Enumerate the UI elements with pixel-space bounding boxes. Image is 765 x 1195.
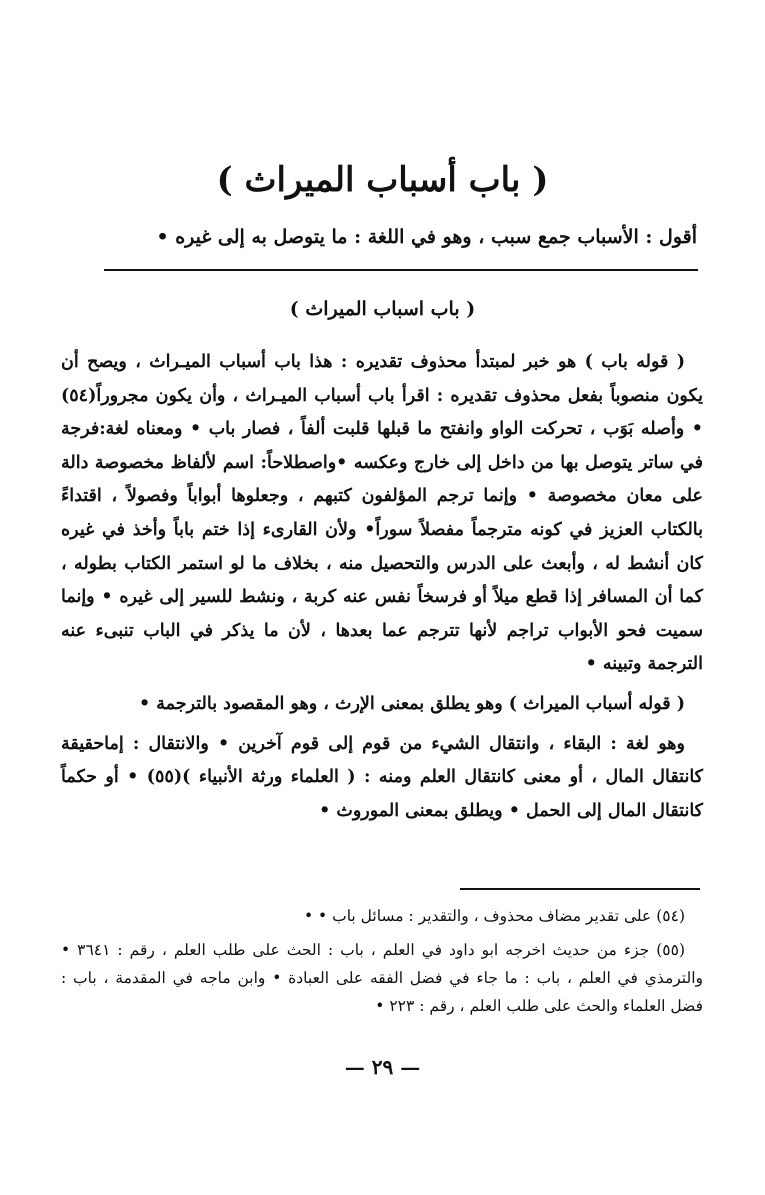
chapter-title: ( باب أسباب الميراث ) <box>216 160 549 200</box>
paragraph: ( قوله باب ) هو خبر لمبتدأ محذوف تقديره : هذا باب أسباب الميـراث ، ويصح أن يكون منصوباً بفعل محذوف تقديره : اقرأ باب أسباب الميـراث ، وأن يكون مجروراً(٥٤) • وأصله بَوَب ، تحركت الواو وانفتح ما قبلها قلبت ألفاً ، فصار باب • ومعناه لغة:فرجة في ساتر يتوصل بها من داخل إلى خارج وعكسه •واصطلاحاً: اسم لألفاظ مخصوصة دالة على معان مخصوصة • وإنما ترجم المؤلفون كتبهم ، وجعلوها أبواباً وفصولاً ، اقتداءً بالكتاب العزيز في كونه مترجماً مفصلاً سوراً• ولأن القارىء إذا ختم باباً وأخذ في غيره كان أنشط له ، وأبعث على الدرس والتحصيل منه ، بخلاف ما لو استمر الكتاب بطوله ، كما أن المسافر إذا قطع ميلاً أو فرسخاً نفس عنه كربة ، ونشط للسير إلى غيره • وإنما سميت فحو الأبواب تراجم لأنها تترجم عما بعدها ، لأن ما يذكر في الباب تنبىء عنه الترجمة وتبينه • <box>61 352 703 675</box>
footnote-divider <box>460 888 700 890</box>
footnote: (٥٥) جزء من حديث اخرجه ابو داود في العلم ، باب : الحث على طلب العلم ، رقم : ٣٦٤١ • والترمذي في العلم ، باب : ما جاء في فضل الفقه على العبادة • وابن ماجه في المقدمة ، باب : فضل العلماء والحث على طلب العلم ، رقم : ٢٢٣ • <box>61 941 703 1015</box>
main-divider <box>104 269 698 271</box>
paragraph: ( قوله أسباب الميراث ) وهو يطلق بمعنى الإرث ، وهو المقصود بالترجمة • <box>139 693 685 714</box>
commentary-title: ( باب اسباب الميراث ) <box>289 298 476 320</box>
footnotes <box>61 902 703 1026</box>
page-number: — ٢٩ — <box>344 1055 421 1079</box>
commentary-body <box>61 346 703 834</box>
intro-text: أقول : الأسباب جمع سبب ، وهو في اللغة : ما يتوصل به إلى غيره • <box>156 226 697 248</box>
paragraph: وهو لغة : البقاء ، وانتقال الشيء من قوم إلى قوم آخرين • والانتقال : إماحقيقة كانتقال المال ، أو معنى كانتقال العلم ومنه : ( العلماء ورثة الأنبياء )(٥٥) • أو حكماً كانتقال المال إلى الحمل • ويطلق بمعنى الموروث • <box>61 733 703 821</box>
footnote: (٥٤) على تقدير مضاف محذوف ، والتقدير : مسائل باب • • <box>303 907 685 925</box>
